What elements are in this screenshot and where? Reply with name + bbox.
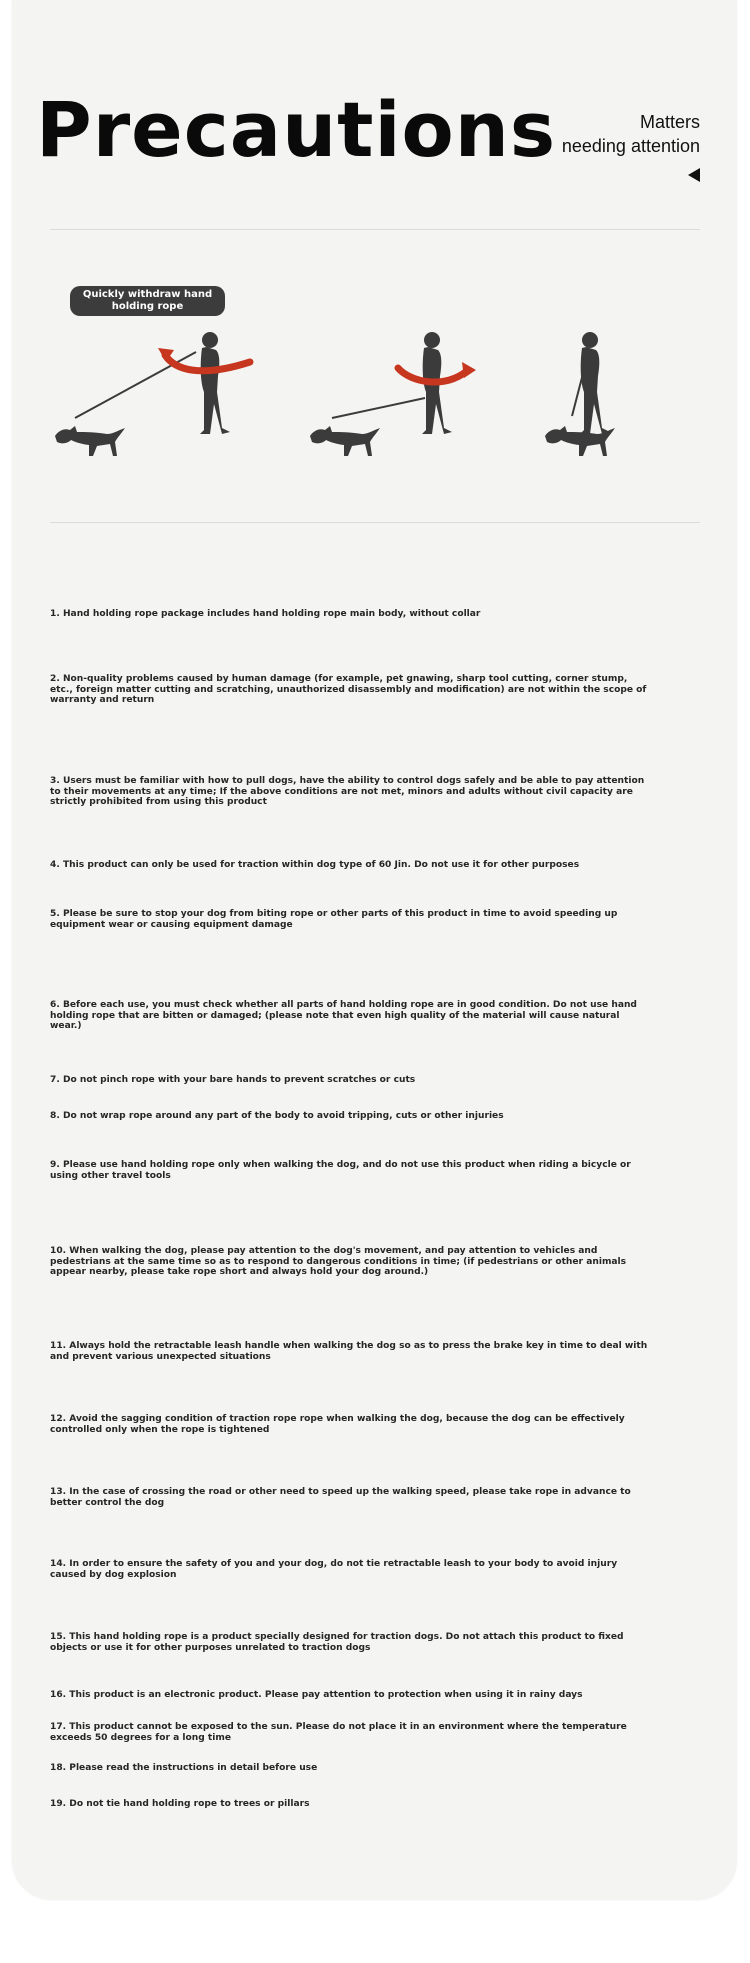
list-item: 9. Please use hand holding rope only when walking the dog, and do not use this product when riding a bicycle or using other travel tools — [50, 1160, 631, 1181]
list-item: 1. Hand holding rope package includes hand holding rope main body, without collar — [50, 609, 481, 619]
list-item: 11. Always hold the retractable leash handle when walking the dog so as to press the brake key in time to deal with and prevent various unexpected situations — [50, 1341, 648, 1362]
list-item: 17. This product cannot be exposed to the sun. Please do not place it in an environment where the temperature exceeds 50 degrees for a long time — [50, 1722, 627, 1743]
list-item: 19. Do not tie hand holding rope to trees or pillars — [50, 1799, 310, 1809]
list-item: 4. This product can only be used for traction within dog type of 60 Jin. Do not use it for other purposes — [50, 860, 580, 870]
list-item: 7. Do not pinch rope with your bare hands to prevent scratches or cuts — [50, 1075, 416, 1085]
list-item: 18. Please read the instructions in detail before use — [50, 1763, 318, 1773]
list-item: 10. When walking the dog, please pay attention to the dog's movement, and pay attention to vehicles and pedestrians at the same time so as to respond to dangerous conditions in time; (if pedestrians or other animals appear nearby, please take rope short and always hold your dog around.) — [50, 1246, 627, 1277]
list-item: 13. In the case of crossing the road or other need to speed up the walking speed, please take rope in advance to better control the dog — [50, 1487, 631, 1508]
page-title: Precautions — [36, 85, 557, 174]
list-item: 16. This product is an electronic product. Please pay attention to protection when using it in rainy days — [50, 1690, 583, 1700]
list-item: 12. Avoid the sagging condition of traction rope rope when walking the dog, because the dog can be effectively controlled only when the rope is tightened — [50, 1414, 625, 1435]
list-item: 6. Before each use, you must check whether all parts of hand holding rope are in good condition. Do not use hand holding rope that are bitten or damaged; (please note that even high quality of the material will cause natural wear.) — [50, 1000, 637, 1031]
subtitle-line-1: Matters — [639, 112, 700, 132]
list-item: 14. In order to ensure the safety of you and your dog, do not tie retractable leash to your body to avoid injury caused by dog explosion — [50, 1559, 618, 1580]
list-item: 8. Do not wrap rope around any part of the body to avoid tripping, cuts or other injuries — [50, 1111, 504, 1121]
list-item: 15. This hand holding rope is a product specially designed for traction dogs. Do not attach this product to fixed objects or use it for other purposes unrelated to traction dogs — [50, 1632, 624, 1653]
list-item: 5. Please be sure to stop your dog from biting rope or other parts of this product in time to avoid speeding up equipment wear or causing equipment damage — [50, 909, 618, 930]
withdraw-badge: Quickly withdraw hand holding rope — [70, 286, 225, 316]
list-item: 2. Non-quality problems caused by human damage (for example, pet gnawing, sharp tool cutting, corner stump, etc., foreign matter cutting and scratching, unauthorized disassembly and modification) are not within the scope of warranty and return — [50, 674, 647, 705]
subtitle-line-2: needing attention — [561, 136, 700, 156]
list-item: 3. Users must be familiar with how to pull dogs, have the ability to control dogs safely and be able to pay attention to their movements at any time; If the above conditions are not met, minors and adults without civil capacity are strictly prohibited from using this product — [50, 776, 645, 807]
